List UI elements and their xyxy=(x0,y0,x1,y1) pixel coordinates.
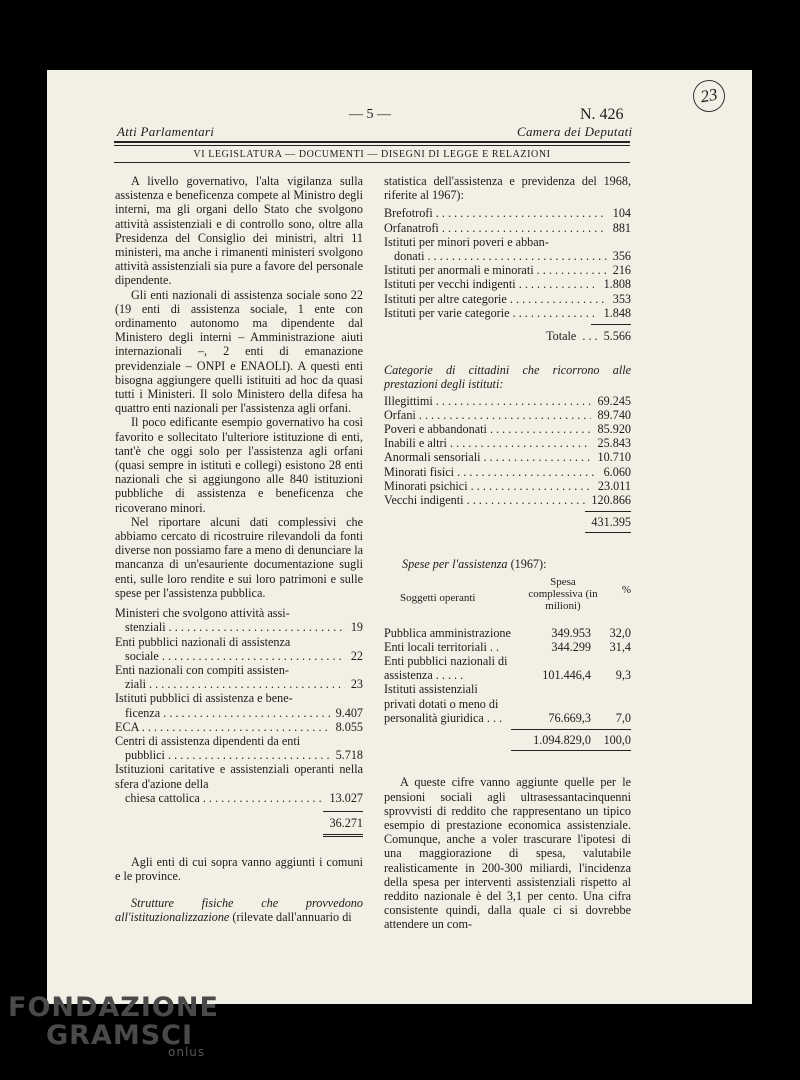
categorie-title: Categorie di cittadini che ricorrono alle prestazioni degli istituti: xyxy=(384,363,631,392)
header-left: Atti Parlamentari xyxy=(117,124,215,139)
list-item: Inabili e altri . . . 25.843 xyxy=(384,436,631,450)
list-item: Istituzioni caritative e assistenziali operanti nella sfera d'azione della chiesa cattolica . . . 13.027 xyxy=(115,762,363,805)
sum-rule xyxy=(511,729,631,730)
list-item: Enti pubblici nazionali di assistenza sociale . . . 22 xyxy=(115,635,363,663)
header-subtitle: VI LEGISLATURA — DOCUMENTI — DISEGNI DI LEGGE E RELAZIONI xyxy=(193,149,551,160)
list-item: Anormali sensoriali . . . 10.710 xyxy=(384,450,631,464)
spese-total: 1.094.829,0 100,0 xyxy=(533,733,631,748)
sum-rule xyxy=(323,836,363,837)
list-item: Istituti per anormali e minorati . . . 216 xyxy=(384,263,631,277)
list-item: Enti nazionali con compiti assisten- ziali . . . 23 xyxy=(115,663,363,691)
categorie-total: 431.395 xyxy=(591,515,631,530)
table-row: Enti locali territoriali . . 344.299 31,4 xyxy=(384,639,631,654)
list-item: Istituti pubblici di assistenza e bene- ficenza . . . 9.407 xyxy=(115,691,363,719)
header-rule-bottom xyxy=(114,162,630,163)
paragraph: Gli enti nazionali di assistenza sociale sono 22 (19 enti di assistenza sociale, 1 ente con ordinamento autonomo ma dipendente dal Ministero degli interni – Amministrazione aiuti internazionali –, 2 enti di emanazione previdenziale – ONPI e ENAOLI). A questi enti bisogna aggiungere quelli istituiti ad hoc da quasi tutti i Ministeri. Il solo Ministero della difesa ha quattro enti nazionali per l'assistenza agli orfani. xyxy=(115,287,363,416)
categorie-list xyxy=(384,394,631,534)
enti-total: 36.271 xyxy=(329,815,363,830)
list-item: Orfanatrofi . . . 881 xyxy=(384,221,631,235)
sum-rule xyxy=(585,511,631,512)
header-rule-top xyxy=(114,141,630,143)
list-item: Minorati fisici . . . 6.060 xyxy=(384,465,631,479)
list-item: Istituti per altre categorie . . . 353 xyxy=(384,292,631,306)
strutture-list xyxy=(384,206,631,343)
sum-rule xyxy=(585,532,631,533)
right-column xyxy=(384,174,631,932)
paragraph: A livello governativo, l'alta vigilanza sulla assistenza e beneficenza compete al Ministro degli interni, ma gli organi dello Stato che svolgono attività assistenziali e di controllo sono, oltre alla Presidenza del Consiglio dei ministri, altri 11 ministeri, ma anche i rimanenti ministeri svolgono attività assistenziali sia pure a favore del personale dipendente. xyxy=(115,174,363,288)
page-number: — 5 — xyxy=(349,107,391,122)
list-item: Minorati psichici . . . 23.011 xyxy=(384,479,631,493)
list-item: Istituti per varie categorie . . . 1.848 xyxy=(384,306,631,320)
table-row: Istituti assistenziali privati dotati o meno di personalità giuridica . . . 76.669,3 7,0 xyxy=(384,682,631,725)
spese-table xyxy=(384,626,631,752)
list-item: Vecchi indigenti . . . 120.866 xyxy=(384,493,631,507)
left-column xyxy=(115,174,363,924)
list-item: ECA . . . 8.055 xyxy=(115,720,363,734)
list-item: Istituti per vecchi indigenti . . . 1.808 xyxy=(384,277,631,291)
list-item: Brefotrofi . . . 104 xyxy=(384,206,631,220)
paragraph: Strutture fisiche che provvedono all'istituzionalizzazione (rilevate dall'annuario di xyxy=(115,895,363,924)
list-item: Illegittimi . . . 69.245 xyxy=(384,394,631,408)
document-number: N. 426 xyxy=(580,106,624,123)
handwritten-page-annotation: 23 xyxy=(690,77,727,114)
paragraph: statistica dell'assistenza e previdenza del 1968, riferite al 1967): xyxy=(384,174,631,203)
paragraph: Nel riportare alcuni dati complessivi che abbiamo cercato di ricostruire rilevandoli da fonti diverse non possiamo fare a meno di denunciare la mancanza di un'esauriente documentazione sugli enti, sulle loro rendite e sui loro patrimoni e sulle spese per l'assistenza pubblica. xyxy=(115,514,363,600)
list-item: Orfani . . . 89.740 xyxy=(384,408,631,422)
table-row: Enti pubblici nazionali di assistenza . . . . . 101.446,4 9,3 xyxy=(384,654,631,683)
header-right: Camera dei Deputati xyxy=(517,124,633,139)
list-item: Poveri e abbandonati . . . 85.920 xyxy=(384,422,631,436)
enti-list xyxy=(115,606,363,837)
strutture-total: Totale . . . 5.566 xyxy=(546,329,631,344)
list-item: Istituti per minori poveri e abban- donati . . . 356 xyxy=(384,235,631,263)
list-item: Centri di assistenza dipendenti da enti pubblici . . . 5.718 xyxy=(115,734,363,762)
sum-rule xyxy=(323,834,363,835)
spese-table-header: Soggetti operanti Spesa complessiva (in milioni) % xyxy=(400,575,631,612)
sum-rule xyxy=(511,750,631,751)
list-item: Ministeri che svolgono attività assi- stenziali . . . 19 xyxy=(115,606,363,634)
paragraph: Agli enti di cui sopra vanno aggiunti i comuni e le province. xyxy=(115,855,363,884)
header-rule-top-thin xyxy=(114,145,630,146)
paragraph: A queste cifre vanno aggiunte quelle per le pensioni sociali agli ultrasessantacinquenni sprovvisti di reddito che rappresentano un tipico esempio di prestazione economica assistenziale. Comunque, anche a voler trascurare l'ipotesi di una maggiorazione di spesa, valutabile realisticamente in 200-300 miliardi, l'incidenza della spesa per interventi assistenziali rispetto al reddito nazionale è del 3,1 per cento. Una cifra consistente quindi, dalla quale ci si dovrebbe attendere un com- xyxy=(384,775,631,932)
paragraph: Il poco edificante esempio governativo ha così favorito e sollecitato l'ulteriore istituzione di enti, tant'è che oggi solo per l'assistenza agli orfani (quasi sempre in istituti e collegi) esistono 28 enti nazionali che si aggiungono alle 840 istituzioni pubbliche di assistenza e beneficenza che ricoverano minori. xyxy=(115,415,363,515)
spese-title: Spese per l'assistenza (1967): xyxy=(402,557,547,572)
fondazione-gramsci-watermark: FONDAZIONE GRAMSCI onlus xyxy=(8,992,219,1059)
sum-rule xyxy=(591,324,631,325)
table-row: Pubblica amministrazione 349.953 32,0 xyxy=(384,625,631,640)
sum-rule xyxy=(323,811,363,812)
